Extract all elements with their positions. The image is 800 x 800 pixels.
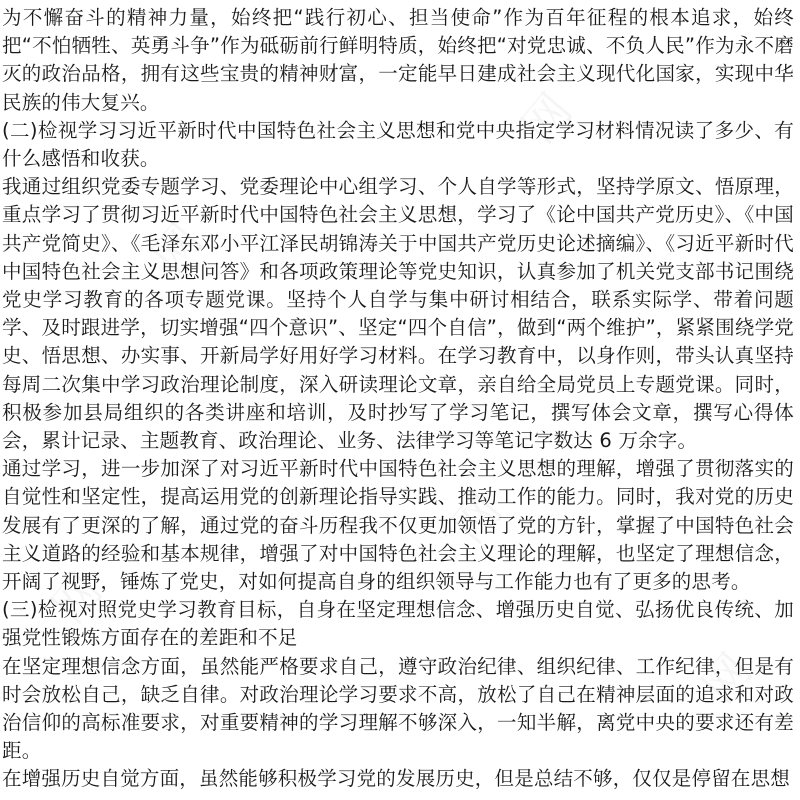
section-heading-2: (二)检视学习习近平新时代中国特色社会主义思想和党中央指定学习材料情况读了多少、有什么感悟和收获。 xyxy=(2,118,794,171)
paragraph-intro-continuation: 为不懈奋斗的精神力量，始终把“践行初心、担当使命”作为百年征程的根本追求，始终把“不怕牺牲、英勇斗争”作为砥砺前行鲜明特质，始终把“对党忠诚、不负人民”作为永不磨灭的政治品格，拥有这些宝贵的精神财富，一定能早日建成社会主义现代化国家，实现中华民族的伟大复兴。 xyxy=(2,6,794,114)
paragraph-study-gains: 通过学习，进一步加深了对习近平新时代中国特色社会主义思想的理解，增强了贯彻落实的自觉性和坚定性，提高运用党的创新理论指导实践、推动工作的能力。同时，我对党的历史发展有了更深的了解，通过党的奋斗历程我不仅更加领悟了党的方针，掌握了中国特色社会主义道路的经验和基本规律，增强了对中国特色社会主义理论的理解，也坚定了理想信念，开阔了视野，锤炼了党史，对如何提高自身的组织领导与工作能力也有了更多的思考。 xyxy=(2,457,794,594)
paragraph-ideals-gap: 在坚定理想信念方面，虽然能严格要求自己，遵守政治纪律、组织纪律、工作纪律，但是有时会放松自己，缺乏自律。对政治理论学习要求不高，放松了自己在精神层面的追求和对政治信仰的高标准要求，对重要精神的学习理解不够深入，一知半解，离党中央的要求还有差距。 xyxy=(2,654,794,763)
document-body xyxy=(2,4,794,794)
paragraph-study-methods: 我通过组织党委专题学习、党委理论中心组学习、个人自学等形式，坚持学原文、悟原理，重点学习了贯彻习近平新时代中国特色社会主义思想，学习了《论中国共产党历史》、《中国共产党简史》、《毛泽东邓小平江泽民胡锦涛关于中国共产党历史论述摘编》、《习近平新时代中国特色社会主义思想问答》和各项政策理论等党史知识，认真参加了机关党支部书记围绕党史学习教育的各项专题党课。坚持个人自学与集中研讨相结合，联系实际学、带着问题学、及时跟进学，切实增强“四个意识”、坚定“四个自信”，做到“两个维护”，紧紧围绕学党史、悟思想、办实事、开新局学好用好学习材料。在学习教育中，以身作则，带头认真坚持每周二次集中学习政治理论制度，深入研读理论文章，亲自给全局党员上专题党课。同时，积极参加县局组织的各类讲座和培训，及时抄写了学习笔记，撰写体会文章，撰写心得体会，累计记录、主题教育、政治理论、业务、法律学习等笔记字数达 6 万余字。 xyxy=(2,175,794,453)
paragraph-history-gap: 在增强历史自觉方面，虽然能够积极学习党的发展历史，但是总结不够，仅仅是停留在思想 xyxy=(2,767,791,791)
section-heading-3: (三)检视对照党史学习教育目标，自身在坚定理想信念、增强历史自觉、弘扬优良传统、加强党性锻炼方面存在的差距和不足 xyxy=(2,598,794,650)
